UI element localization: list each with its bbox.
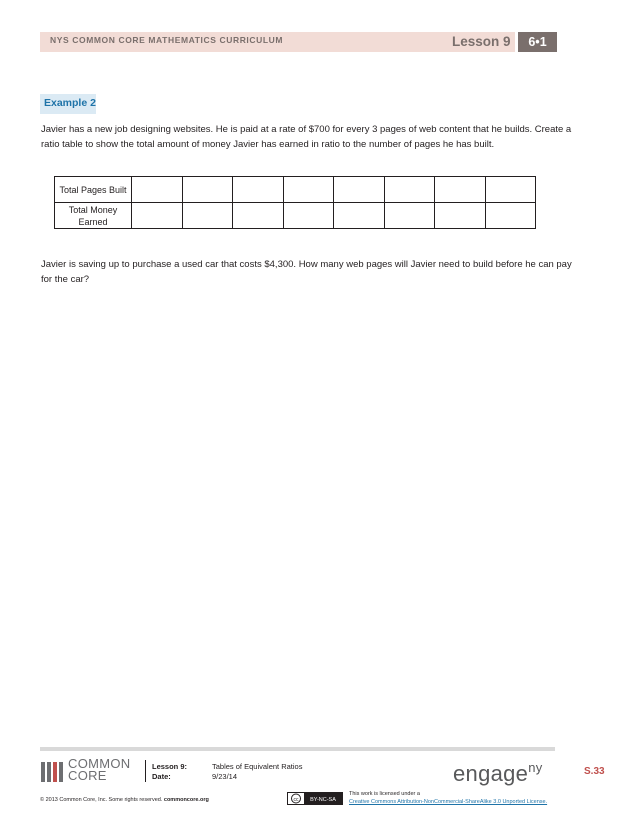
table-cell (182, 203, 233, 229)
footer-divider (145, 760, 146, 782)
table-cell (334, 177, 385, 203)
grade-module-badge: 6•1 (518, 32, 557, 52)
license-notice (349, 790, 547, 806)
footer-date-label: Date: (152, 772, 171, 781)
page-number: S.33 (584, 766, 605, 777)
brand-sup: ny (528, 760, 543, 775)
license-badge-text: BY-NC-SA (310, 797, 336, 803)
table-cell (485, 203, 536, 229)
example-label: Example 2 (44, 97, 96, 109)
footer-labels (152, 762, 187, 782)
curriculum-title: NYS COMMON CORE MATHEMATICS CURRICULUM (50, 35, 284, 45)
brand-text: engage (453, 761, 529, 786)
table-cell (182, 177, 233, 203)
table-row-money (55, 203, 536, 229)
copyright-text: © 2013 Common Core, Inc. Some rights reserved. (40, 797, 163, 803)
table-cell (384, 177, 435, 203)
license-line-1: This work is licensed under a (349, 791, 420, 797)
table-cell (233, 177, 284, 203)
table-cell (132, 203, 183, 229)
license-link[interactable]: Creative Commons Attribution-NonCommercial-ShareAlike 3.0 Unported License. (349, 799, 548, 805)
ratio-table (54, 176, 536, 229)
footer-lesson-label: Lesson 9: (152, 762, 188, 771)
problem-question: Javier is saving up to purchase a used car that costs $4,300. How many web pages will Javier need to build before he can pay for the car? (41, 259, 572, 285)
table-cell (283, 177, 334, 203)
copyright (40, 797, 209, 803)
logo-text-core: CORE (68, 768, 107, 783)
common-core-logo-icon (41, 762, 63, 782)
footer-date-value: 9/23/14 (212, 772, 238, 781)
footer-values (212, 762, 302, 782)
engageny-logo (453, 761, 543, 787)
table-cell (485, 177, 536, 203)
table-row-pages (55, 177, 536, 203)
logo-text-common: COMMON (68, 756, 131, 771)
footer-lesson-value: Tables of Equivalent Ratios (212, 762, 303, 771)
row-label-money: Total Money Earned (55, 203, 132, 229)
common-core-wordmark (68, 758, 130, 782)
table-cell (384, 203, 435, 229)
cc-license-badge-icon (287, 792, 343, 805)
table-cell (435, 177, 486, 203)
problem-intro: Javier has a new job designing websites. He is paid at a rate of $700 for every 3 pages of web content that he builds. Create a ratio table to show the total amount of money Javier has earned in ratio to the number of pages he has built. (41, 124, 572, 150)
row-label-pages: Total Pages Built (55, 177, 132, 203)
copyright-site: commoncore.org (163, 797, 209, 803)
table-cell (334, 203, 385, 229)
table-cell (283, 203, 334, 229)
svg-text:cc: cc (293, 796, 299, 803)
footer-rule (40, 747, 555, 751)
lesson-title: Lesson 9 (452, 34, 511, 49)
table-cell (132, 177, 183, 203)
table-cell (435, 203, 486, 229)
table-cell (233, 203, 284, 229)
